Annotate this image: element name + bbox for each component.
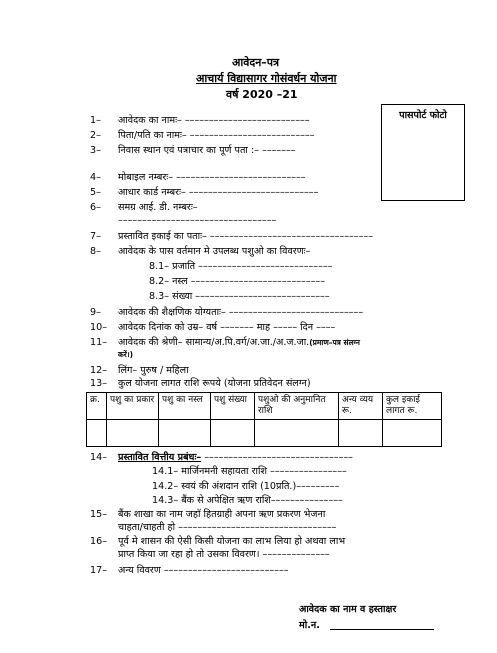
finance-heading-row: 14– प्रस्तावित वित्तीय प्रबंधः– –––––––––––––––––––––––––––––––: [90, 452, 353, 463]
field-education[interactable]: 9– आवेदक की शैक्षणिक योग्यताः– ––––––––––––––––––––––––––––: [90, 307, 364, 318]
animals-table: [86, 392, 442, 447]
passport-photo-box[interactable]: [381, 104, 465, 201]
field-category[interactable]: 11– आवेदक की श्रेणी– सामान्य/अ.पि.वर्ग/अ.जा./अ.ज.जा.(प्रमाण–पत्र संलग्न: [90, 337, 360, 348]
field-own-contribution[interactable]: 14.2– स्वयं की अंशदान राशि (10प्रति.)–––––––––: [152, 481, 340, 492]
field-mobile[interactable]: 4– मोबाइल नम्बरः– –––––––––––––––––––––––––––: [90, 172, 306, 183]
field-father-name[interactable]: 2– पिता/पति का नामः– ––––––––––––––––––––––––––: [90, 130, 315, 141]
field-count[interactable]: 8.3– संख्या ––––––––––––––––––––––––––––: [149, 291, 330, 302]
table-cell[interactable]: [211, 420, 255, 447]
form-title: आवेदन–पत्र: [232, 56, 280, 69]
col-header-breed: पशु का नस्ल: [159, 393, 211, 420]
field-margin-money[interactable]: 14.1– मार्जिनमनी सहायता राशि ––––––––––––––––: [152, 466, 347, 477]
mobile-number-line[interactable]: [330, 629, 434, 630]
mobile-number-label: मो.न.: [299, 620, 320, 631]
col-header-total-cost: कुल इकाई लागत रू.: [383, 393, 442, 420]
field-breed[interactable]: 8.2– नस्ल ––––––––––––––––––––––––––––: [149, 276, 326, 287]
col-header-other-expense: अन्य व्यय रू.: [339, 393, 383, 420]
field-bank-branch[interactable]: 15– बैंक शाखा का नाम जहाॅ हितग्राही अपना ऋण प्रकरण भेजना: [90, 509, 326, 520]
field-species[interactable]: 8.1– प्रजाति ––––––––––––––––––––––––––––: [149, 261, 333, 272]
scheme-name: आचार्य विद्यासागर गोसंवर्धन योजना: [196, 72, 337, 85]
table-cell[interactable]: [87, 420, 107, 447]
field-samagra-id[interactable]: 6– समग्र आई. डी. नम्बरः–: [90, 202, 198, 213]
year-heading: वर्ष 2020 –21: [226, 88, 298, 101]
field-bank-loan[interactable]: 14.3– बैंक से अपेक्षित ऋण राशि–––––––––––––––: [152, 495, 343, 506]
field-unit-address[interactable]: 7– प्रस्तावित इकाई का पताः– ––––––––––––––––––––––––––––––––––: [90, 231, 373, 242]
table-row[interactable]: [87, 420, 442, 447]
table-header-row: [87, 393, 442, 420]
field-samagra-id-line: –––––––––––––––––––––––––––––––––: [118, 215, 277, 226]
table-cell[interactable]: [159, 420, 211, 447]
passport-photo-label: पासपोर्ट फोटो: [399, 110, 447, 121]
field-total-cost[interactable]: 13– कुल योजना लागत राशि रूपये (योजना प्रतिवेदन संलग्न): [90, 378, 311, 389]
field-category-tail: करें।): [118, 350, 134, 359]
field-gender[interactable]: 12– लिंग– पुरुष / महिला: [90, 365, 189, 376]
signature-label: आवेदक का नाम व हस्ताक्षर: [299, 604, 397, 615]
table-cell[interactable]: [255, 420, 339, 447]
col-header-animal-type: पशु का प्रकार: [107, 393, 159, 420]
field-age[interactable]: 10– आवेदक दिनांक को उम्र– वर्ष ––––––– माह ––––– दिन ––––: [90, 322, 336, 333]
field-other-details[interactable]: 17– अन्य विवरण ––––––––––––––––––––––––––: [90, 565, 289, 576]
field-applicant-name[interactable]: 1– आवेदक का नामः– ––––––––––––––––––––––––––: [90, 115, 310, 126]
field-address[interactable]: 3– निवास स्थान एवं पत्राचार का पूर्ण पता :– –––––––: [90, 145, 296, 156]
table-cell[interactable]: [339, 420, 383, 447]
field-animals-heading: 8– आवेदक के पास वर्तमान मे उपलब्ध पशुओ का विवरणः–: [90, 246, 311, 257]
field-previous-scheme-line2: प्राप्त किया जा रहा हो तो उसका विवरण। ––––––––––––––: [118, 549, 330, 560]
field-previous-scheme[interactable]: 16– पूर्व मे शासन की ऐसी किसी योजना का लाभ लिया हो अथवा लाभ: [90, 536, 346, 547]
col-header-estimated-amount: पशुओ की अनुमानित राशि: [255, 393, 339, 420]
col-header-count: पशु संख्या: [211, 393, 255, 420]
field-aadhaar[interactable]: 5– आधार कार्ड नम्बरः– –––––––––––––––––––––––––––: [90, 187, 319, 198]
finance-heading: प्रस्तावित वित्तीय प्रबंधः–: [118, 452, 202, 463]
table-cell[interactable]: [107, 420, 159, 447]
field-bank-branch-line2: चाहता/चाहती हो –––––––––––––––––––––––––––––––––: [118, 522, 337, 533]
col-header-serial: क्र.: [87, 393, 107, 420]
table-cell[interactable]: [383, 420, 442, 447]
